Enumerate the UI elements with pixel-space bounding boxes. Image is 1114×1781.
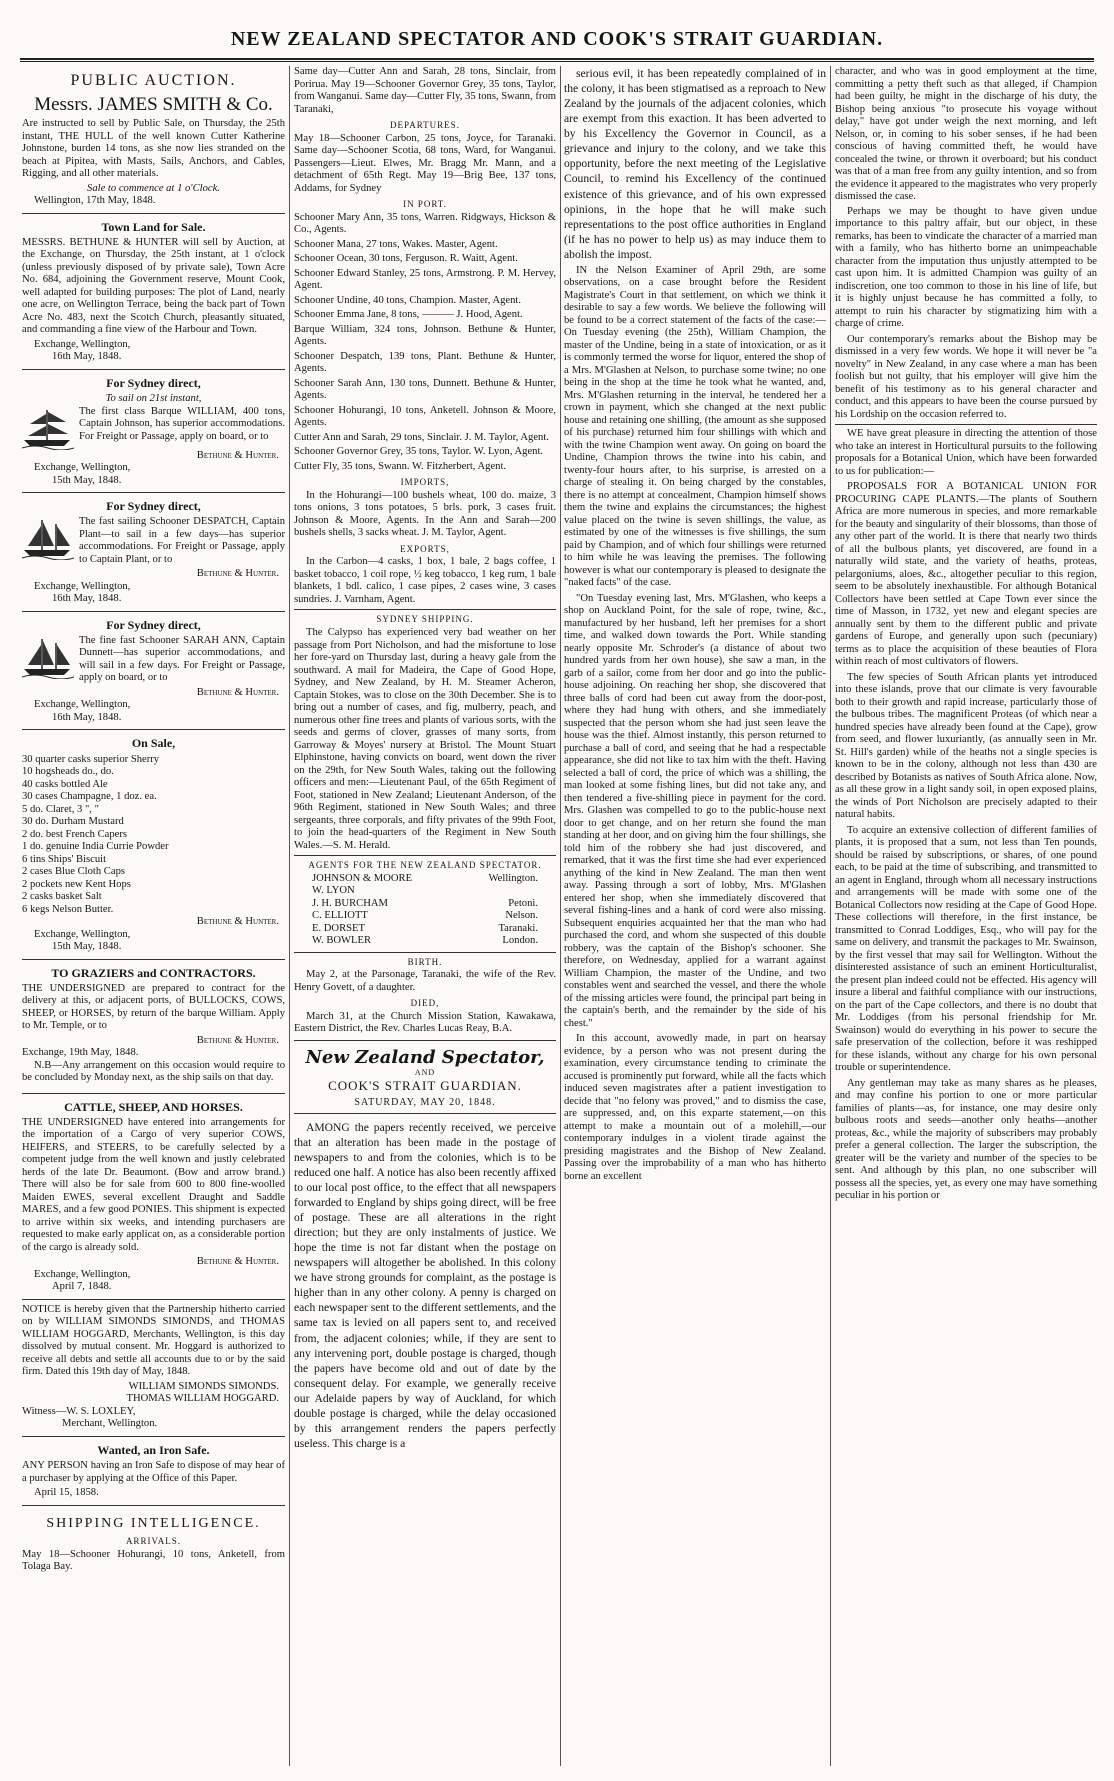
imports-body: In the Hohurangi—100 bushels wheat, 100 do. maize, 3 tons onions, 3 tons potatoes, 5 brls. pork, 3 cases fruit. Johnson & Moore, Agents. In the Ann and Sarah—200 bushels shells, 3 sacks wheat. J. M. Taylor, Agent. — [294, 489, 556, 539]
article-para-3: Our contemporary's remarks about the Bishop may be dismissed in a very few words. We hope it will never be "a novelty" in New Zealand, in any case where a man has been foolish but not guilty, that his employer will give him the benefit of his testimony as to his general character and conduct, and this appears to have been the course pursued by his Lordship on the occasion referred to. — [835, 333, 1097, 420]
town-land-body: MESSRS. BETHUNE & HUNTER will sell by Auction, at the Exchange, on Thursday, the 25th instant, at 1 o'clock (unless previously disposed of by private sale), Town Acre No. 684, adjoining the Government reserve, Mount Cook, well adapted for building purposes: The plot of Land, nearly one acre, on Wellington Terrace, being the back part of Town Acre No. 483, next the Scotch Church, pleasantly situated, and commanding a fine view of the Harbour and Town. — [22, 236, 285, 336]
list-item: 2 do. best French Capers — [22, 828, 128, 840]
notice-witness-2: Merchant, Wellington. — [62, 1418, 158, 1430]
list-item: J. H. BURCHAM Petoni. — [312, 897, 538, 909]
cattle-date-2: April 7, 1848. — [52, 1281, 112, 1293]
died-body: March 31, at the Church Mission Station, Kawakawa, Eastern District, the Rev. Charles Lucas Reay, B.A. — [294, 1010, 556, 1035]
cattle-ad — [22, 1094, 285, 1300]
shipping-section — [22, 1506, 285, 1581]
sydney-1-body: The first class Barque WILLIAM, 400 tons, Captain Johnson, has superior accommodations. For Freight or Passage, apply on board, or to — [79, 405, 285, 442]
sydney-1-date-2: 15th May, 1848. — [52, 474, 122, 486]
notice-sign-1: WILLIAM SIMONDS SIMONDS. — [128, 1380, 279, 1392]
arrivals-heading: ARRIVALS. — [125, 1536, 182, 1547]
ship-icon — [22, 635, 74, 679]
botanical-para-2: The few species of South African plants yet introduced into these islands, prove that our climate is very favourable both to their growth and rapid increase, particularly those of the bulbous tribes. The magnificent Proteas (of which near a hundred species have already been found at the Cape), grow from seed, and flower luxuriantly, (as annually seen in Mr. St. Hill's garden) while of the heaths not a single species is known to be in the colony, although not less than 430 are described by Botanists as natives of South Africa alone. Now, as all these grow in a light sandy soil, in open exposed plains, the winds of Port Nicholson are precisely adapted to their natural habits. — [835, 671, 1097, 820]
list-item: Schooner Undine, 40 tons, Champion. Master, Agent. — [294, 294, 522, 306]
iron-safe-heading: Wanted, an Iron Safe. — [97, 1442, 210, 1457]
sydney-1-sign: Bethune & Hunter. — [196, 449, 279, 461]
exports-heading: EXPORTS, — [400, 543, 450, 554]
graziers-ad — [22, 960, 285, 1094]
paper-subtitle: COOK'S STRAIT GUARDIAN. — [328, 1077, 522, 1093]
sydney-1-sub: To sail on 21st instant, — [105, 393, 202, 405]
list-item: W. LYON — [312, 885, 355, 897]
imports-heading: IMPORTS, — [400, 477, 450, 488]
column-divider — [560, 66, 561, 1766]
sydney-1-date-1: Exchange, Wellington, — [34, 462, 131, 474]
list-item: 30 quarter casks superior Sherry — [22, 753, 160, 765]
list-item: Barque William, 324 tons, Johnson. Bethune & Hunter, Agents. — [294, 323, 556, 348]
sydney-2-heading: For Sydney direct, — [106, 499, 201, 514]
sydney-2-date-2: 16th May, 1848. — [52, 593, 122, 605]
on-sale-date-2: 15th May, 1848. — [52, 941, 122, 953]
cattle-date-1: Exchange, Wellington, — [34, 1268, 131, 1280]
list-item: Schooner Despatch, 139 tons, Plant. Bethune & Hunter, Agents. — [294, 350, 556, 375]
iron-safe-ad — [22, 1437, 285, 1506]
list-item: Schooner Sarah Ann, 130 tons, Dunnett. Bethune & Hunter, Agents. — [294, 377, 556, 402]
on-sale-ad — [22, 730, 285, 959]
cattle-body: THE UNDERSIGNED have entered into arrangements for the importation of a Cargo of very superior COWS, HEIFERS, and STEERS, to be carefully selected by a competent judge from the well known and justly celebrated herds of the late Dr. Beaumont. (Bow and arrow brand.) There will also be for sale from 600 to 800 fine-woolled Maiden EWES, several excellent Draught and Saddle MARES, and a few good PONIES. This shipment is expected to arrive within six weeks, and intending purchasers are requested to make early applicat on, as a considerable portion of the cargo is already sold. — [22, 1116, 285, 1253]
sydney-1-heading: For Sydney direct, — [106, 375, 201, 390]
list-item: Schooner Governor Grey, 35 tons, Taylor. W. Lyon, Agent. — [294, 446, 544, 458]
graziers-body: THE UNDERSIGNED are prepared to contract for the delivery at this, or adjacent ports, of BULLOCKS, COWS, SHEEP, or HORSES, by return of the barque William. Apply to Mr. Temple, or to — [22, 982, 285, 1032]
sydney-2-body: The fast sailing Schooner DESPATCH, Captain Plant—to sail in a few days—has superior accommodations. For Freight or Passage, apply to Captain Plant, or to — [79, 516, 285, 565]
botanical-para-3: To acquire an extensive collection of different families of plants, it is proposed that a sum, not less than Ten pounds, should be raised by subscriptions, or shares, of one pound each, to be paid at the time of subscribing, and transmitted to an agent in England, through whom all necessary instructions and arrangements will be made with some one of the Botanical Collectors now residing at the Cape of Good Hope. These collections will therefore, in the first instance, be transmitted to Conrad Loddiges, Esq., who will pay for the same on delivery, and transmit the packages to Mr. Swainson, by the first vessel that may sail for Wellington. Without the disinterested assistance of such an eminent Horticulturalist, the present plan indeed could not be effected. His agency will insure a liberal and faithful compliance with our instructions, on the part of the Cape collectors, and there is no doubt that Mr. Loddiges (from his personal friendship for Mr. Swainson) would do everything in his power to secure the safe preservation of the collection, before it was reshipped for these islands, without any charge for his own personal trouble or superintendence. — [835, 824, 1097, 1073]
town-land-ad — [22, 214, 285, 370]
town-land-date-1: Exchange, Wellington, — [34, 338, 131, 350]
on-sale-date-1: Exchange, Wellington, — [34, 928, 131, 940]
on-sale-list — [22, 754, 285, 917]
departures-heading: DEPARTURES. — [390, 120, 460, 130]
sydney-ad-1 — [22, 370, 285, 493]
arrivals-continued: Same day—Cutter Ann and Sarah, 28 tons, Sinclair, from Porirua. May 19—Schooner Governor Grey, 35 tons, Taylor, from Wanganui. Same day—Cutter Fly, 35 tons, Swann, from Taranaki, — [294, 66, 556, 115]
sydney-shipping-body: The Calypso has experienced very bad weather on her passage from Port Nicholson, and had the misfortune to lose her fore-yard on Thursday last, during a heavy gale from the southward. A mail for Madeira, the Cape of Good Hope, Sydney, and New Zealand, by H. M. Steamer Acheron, Captain Stokes, was to close on the 30th December. She is to bring out a number of cases, and fig, mulberry, peach, and numerous other fine trees and plants of various sorts, with the seeds and germs of clover, grasses of many sorts, from Garroway & Moyes' nursery at Bristol. The Mount Stuart Elphinstone, having convicts on board, went down the river on the 29th, for New South Wales, taking out the following officers and men:—Lieutenant Paul, of the 65th Regiment of Foot, stationed in New Zealand; Lieutenant Anderson, of the 96th Regiment, stationed in New South Wales; and three sergeants, three corporals, and fifty privates of the 99th Foot, to join the head-quarters of the Regiment in New South Wales.—S. M. Herald. — [294, 627, 556, 851]
column-2 — [294, 66, 556, 1766]
botanical-para-4: Any gentleman may take as many shares as he pleases, and may confine his portion to one or more particular families of plants—as, for instance, one may desire only bulbous roots and seeds—another only heaths—another proteas, &c., while the majority of subscribers may probably prefer a general collection. The larger the subscription, the greater will be the variety and number of the species to be sent. And although by this plan, no one subscriber will possess all the species, yet, as every one may have something peculiar in his portion or — [835, 1077, 1097, 1201]
list-item: 1 do. genuine India Currie Powder — [22, 841, 169, 853]
iron-safe-body: ANY PERSON having an Iron Safe to dispose of may hear of a purchaser by applying at the Office of this Paper. — [22, 1460, 285, 1484]
auction-date: Wellington, 17th May, 1848. — [34, 195, 156, 207]
issue-date: SATURDAY, MAY 20, 1848. — [294, 1097, 556, 1114]
list-item: Cutter Ann and Sarah, 29 tons, Sinclair. J. M. Taylor, Agent. — [294, 431, 549, 443]
botanical-proposals: PROPOSALS FOR A BOTANICAL UNION FOR PROCURING CAPE PLANTS.—The plants of Southern Africa are more numerous in species, and more remarkable for the beauty and singularity of their blossoms, than those of any other part of the world. It is there that nearly two thirds of all the bulbous plants, yet discovered, are found in a naturally wild state, and the variety of heaths, proteas, pelargoniums, aloes, &c., altogether peculiar to this region, seem to be absolutely inexhaustible. For although Botanical Collectors have been settled at Cape Town ever since the time of Masson, in 1732, yet new and elegant species are annually sent by them to the different public and private gardens of Europe, and generally upon such (pecuniary) terms as to place the acquisition of these beauties of Flora within reach of most cultivators of flowers. — [835, 481, 1097, 667]
auction-note: Sale to commence at 1 o'Clock. — [87, 182, 220, 194]
article-para-2: Perhaps we may be thought to have given undue importance to this paltry affair, but our object, in these remarks, has been to vindicate the character of a married man with a family, who has hitherto borne an unimpeachable character from the imputation thus unjustly attempted to be cast upon him. It is admitted Champion was guilty of an indiscretion, one too common to those in his line of life, but it is highly unjust because he has committed a folly, to attempt to ruin his character by stigmatizing him with a charge of crime. — [835, 205, 1097, 329]
sydney-2-date-1: Exchange, Wellington, — [34, 580, 131, 592]
notice-witness: Witness—W. S. LOXLEY, — [22, 1405, 136, 1417]
list-item: 6 tins Ships' Biscuit — [22, 853, 107, 865]
cattle-sign: Bethune & Hunter. — [196, 1256, 279, 1268]
column-3 — [564, 66, 826, 1766]
exports-body: In the Carbon—4 casks, 1 box, 1 bale, 2 bags coffee, 1 basket tobacco, 1 coil rope, ½ keg tobacco, 1 keg rum, 1 bale blankets, 1 bdl. calico, 1 case pipes, 2 cases wine, 3 cases sundries. J. Varnham, Agent. — [294, 556, 556, 605]
sydney-ad-3 — [22, 612, 285, 731]
town-land-heading: Town Land for Sale. — [101, 219, 206, 234]
sydney-shipping-heading: SYDNEY SHIPPING. — [376, 614, 474, 625]
sydney-ad-2 — [22, 493, 285, 612]
sydney-3-sign: Bethune & Hunter. — [196, 686, 279, 698]
list-item: JOHNSON & MOORE Wellington. — [312, 872, 538, 884]
masthead: NEW ZEALAND SPECTATOR AND COOK'S STRAIT GUARDIAN. — [230, 28, 884, 50]
graziers-date: Exchange, 19th May, 1848. — [22, 1047, 139, 1059]
notice-body: NOTICE is hereby given that the Partnership hitherto carried on by WILLIAM SIMONDS SIMONDS, and THOMAS WILLIAM HOGGARD, Merchants, Wellington, is this day dissolved by mutual consent. Mr. Hoggard is authorized to receive all debts and settle all accounts due to or by the said firm. Dated this 19th day of May, 1848. — [22, 1303, 285, 1378]
on-sale-sign: Bethune & Hunter. — [196, 916, 279, 928]
list-item: 30 do. Durham Mustard — [22, 816, 124, 828]
graziers-sign: Bethune & Hunter. — [196, 1034, 279, 1046]
list-item: Schooner Ocean, 30 tons, Ferguson. R. Waitt, Agent. — [294, 253, 518, 265]
auction-ad — [22, 66, 285, 214]
list-item: 5 do. Claret, 3 ", " — [22, 803, 99, 815]
list-item: 2 casks basket Salt — [22, 891, 102, 903]
agents-list — [294, 873, 556, 948]
editorial-postage: AMONG the papers recently received, we perceive that an alteration has been made in the postage of newspapers to and from the colonies, which is to be reduced one half. A notice has also been recently affixed to our local post office, to the effect that all newspapers forwarded to England by ships going direct, will be free of postage. These are all alterations in the right direction; but they are only instalments of justice. We hope the time is not far distant when the postage on newspapers will altogether be abolished. In this colony we have strong grounds for complaint, as the postage is higher than in any other colony. A penny is charged on each newspaper sent to the different settlements, and the same tax is levied on all papers sent to, and received from, the adjacent colonies; while, if they are sent to any intervening port, double postage is charged, though the papers have become old and out of date by the consequent delay. For example, we generally receive our Adelaide papers by way of Auckland, for which double postage is charged, while the delay occasioned by this arrangement renders the papers perfectly useless. This charge is a — [294, 1120, 556, 1450]
column-4 — [835, 66, 1097, 1766]
list-item: Cutter Fly, 35 tons, Swann. W. Fitzherbert, Agent. — [294, 460, 507, 472]
shipping-heading: SHIPPING INTELLIGENCE. — [46, 1515, 261, 1531]
notice-ad — [22, 1300, 285, 1437]
on-sale-heading: On Sale, — [131, 736, 176, 751]
masthead-rule — [20, 58, 1094, 62]
graziers-nb: N.B—Any arrangement on this occasion would require to be concluded by Monday next, as the ship sails on that day. — [22, 1059, 285, 1084]
list-item: Schooner Edward Stanley, 25 tons, Armstrong. P. M. Hervey, Agent. — [294, 267, 556, 292]
list-item: 6 kegs Nelson Butter. — [22, 903, 114, 915]
in-port-list — [294, 212, 556, 474]
in-port-heading: IN PORT. — [403, 199, 447, 210]
list-item: C. ELLIOTT Nelson. — [312, 910, 538, 922]
graziers-heading: TO GRAZIERS and CONTRACTORS. — [51, 965, 256, 980]
paper-title-and: AND — [414, 1068, 436, 1078]
notice-sign-2: THOMAS WILLIAM HOGGARD. — [126, 1393, 279, 1405]
ship-icon — [22, 406, 74, 450]
list-item: E. DORSET Taranaki. — [312, 922, 538, 934]
auction-body: Are instructed to sell by Public Sale, on Thursday, the 25th instant, THE HULL of the well known Cutter Katherine Johnstone, burden 14 tons, as she now lies stranded on the beach at Pipitea, with Masts, Sails, Anchors, and Cables, Rigging, and all other materials. — [22, 118, 285, 180]
birth-body: May 2, at the Parsonage, Taranaki, the wife of the Rev. Henry Govett, of a daughter. — [294, 969, 556, 993]
birth-heading: BIRTH. — [407, 956, 443, 967]
iron-safe-date: April 15, 1858. — [34, 1487, 99, 1499]
arrivals-body: May 18—Schooner Hohurangi, 10 tons, Anketell, from Tolaga Bay. — [22, 1548, 285, 1573]
article-quote: "On Tuesday evening last, Mrs. M'Glashen, who keeps a shop on Auckland Point, for the sale of rope, twine, &c., manufactured by her husband, left her premises for a short time, and walked down towards the Port. While standing nearly opposite Mr. Schroder's (a distance of about two hundred yards from her own house), she saw a man, in the garb of a sailor, come from her door and go into the public-house adjoining. On reaching her shop, she discovered that three balls of cord had been cut away from the door-post, where they had hung with others, and she immediately suspected that the person whom she had just seen leave the house was the thief. Almost instantly, this person returned to purchase a ball of cord, and seeing that he had a respectable appearance, she did not like to tax him with the theft. Having selected a ball of cord, the price of which was a shilling, the man looked at some fishing lines, but did not take any, and then tendered a five-shilling piece in payment for the cord. Mrs. Glashen was compelled to go to the public-house next door to get change, and on her return she found the man standing at her door, and on giving him the four shillings, she told him of the robbery she had just discovered, and remarked, that it was the first time she had ever experienced anything of the kind in New Zealand. The man then went away. Passing through a sort of lobby, Mrs. M'Glashen entered her shop, when she immediately discovered that several fishing-lines and a hank of cord were also missing. Subsequent enquiries acquainted her that the man who had purchased the cord, and whom she suspected of this double robbery, was the captain of the Bishop's schooner. She therefore, on Wednesday, applied for a warrant against William Champion, the master of the Undine, and two constables went and searched the vessel, and there the whole of the missing articles were found, the principal part being in the captain's berth, and the remainder by the side of his chest." — [564, 592, 826, 1029]
auction-firm: Messrs. JAMES SMITH & Co. — [34, 93, 273, 115]
cattle-heading: CATTLE, SHEEP, AND HORSES. — [64, 1099, 243, 1114]
died-heading: DIED, — [410, 998, 440, 1009]
list-item: Schooner Emma Jane, 8 tons, ——— J. Hood, Agent. — [294, 309, 523, 321]
article-continued: character, and who was in good employment at the time, committing a petty theft such as that alleged, if Champion had been guilty, he might in the discharge of his duty, the Bishop being anxious "to prosecute his voyage without delay," have got under weigh the next morning, and left Nelson, or, in coming to his sober senses, if he had been conscious of having committed theft, he would have concealed the twine, or thrown it overboard; but his conduct was that of a man free from any guilty intention, and so from the evidence it appeared to the magistrates who very properly dismissed the case. — [835, 66, 1097, 202]
editorial-postage-cont: serious evil, it has been repeatedly complained of in the colony, it has been stigmatised as a reproach to New Zealand by the journals of the adjacent colonies, which are exempt from this exaction. It has been adverted to by his Excellency the Governor in Council, as a grievance and injury to the colony, and we take this opportunity, before the next meeting of the Legislative Council, to remind his Excellency of the continued existence of this grievance, and of his own expressed opinions, in the hope that he will make such representations to the post office authorities in England (if he has no power to help us) as may induce them to abolish the impost. — [564, 67, 826, 261]
column-divider — [289, 66, 290, 1766]
article-nelson: IN the Nelson Examiner of April 29th, are some observations, on a case brought before the Resident Magistrate's Court in that settlement, on which we think it desirable to say a few words. We believe the following will be found to be a correct statement of the facts of the case:—On Tuesday evening (the 25th), William Champion, the master of the Undine, being in a state of intoxication, or as it is commonly termed the worse for liquor, entered the shop of a Mrs. M'Glashen at Nelson, to purchase some twine; no one being in the shop at the time he took what he wanted, and, Mrs. M'Glashen returning in the interval, he tendered her a crown in payment, which she changed at the next public house and retaining one shilling, (the amount as she supposed of his purchase) returned him four shillings with which and with the twine Champion went away. On going on board the Undine, Champion throws the twine into his cabin, and twenty-four hours after, to his surprise, is arrested on a charge of stealing it. On being charged by the constables, there is no attempt at concealment, Champion himself shows them the twine and explains the circumstances; the highest value placed on the twine is seven shillings, the value, as estimated by one of the witnesses is five shillings, the sum paid by Champion, and of which four shillings were returned to him while he was leaving the premises. The following however is what our contemporary is pleased to designate the "naked facts" of the case. — [564, 264, 826, 589]
sydney-2-sign: Bethune & Hunter. — [196, 568, 279, 580]
agents-heading: AGENTS FOR THE NEW ZEALAND SPECTATOR. — [308, 860, 542, 871]
list-item: 30 cases Champagne, 1 doz. ea. — [22, 791, 157, 803]
list-item: 40 casks bottled Ale — [22, 778, 108, 790]
departures-body: May 18—Schooner Carbon, 25 tons, Joyce, for Taranaki. Same day—Schooner Scotia, 68 tons, Ward, for Wanganui. Passengers—Lieut. Elwes, Mr. Bragg Mr. Mann, and a detachment of 65th Regt. May 19—Brig Bee, 137 tons, Addams, for Sydney — [294, 132, 556, 194]
article-account: In this account, avowedly made, in part on hearsay evidence, by a person who was not present during the examination, every circumstance tending to criminate the accused is prominently put forward, while all the facts which induced seven magistrates after a patient investigation to decide that "no felony was proved," and to dismiss the case, are suppressed, and, on this exparte statement,—on this attempt to make a mountain out of a molehill,—our contemporary indulges in a violent tirade against the presiding magistrates and the Bishop of New Zealand. Passing over the improbability of a man who has hitherto borne an excellent — [564, 1033, 826, 1182]
sydney-3-heading: For Sydney direct, — [106, 617, 201, 632]
sydney-3-body: The fine fast Schooner SARAH ANN, Captain Dunnett—has superior accommodations, and will sail in a few days. For Freight or Passage, apply on board, or to — [79, 634, 285, 684]
ship-icon — [22, 516, 74, 560]
list-item: Schooner Mana, 27 tons, Wakes. Master, Agent. — [294, 238, 498, 250]
list-item: 2 cases Blue Cloth Caps — [22, 866, 125, 878]
town-land-date-2: 16th May, 1848. — [52, 351, 122, 363]
auction-heading: PUBLIC AUCTION. — [70, 72, 237, 89]
list-item: Schooner Mary Ann, 35 tons, Warren. Ridgways, Hickson & Co., Agents. — [294, 211, 556, 236]
column-divider — [830, 66, 831, 1766]
botanical-intro: WE have great pleasure in directing the attention of those who take an interest in Horticultural pursuits to the following proposals for a Botanical Union, which have been forwarded to us for publication:— — [835, 428, 1097, 477]
column-1 — [22, 66, 285, 1766]
list-item: W. BOWLER London. — [312, 935, 538, 947]
list-item: 2 pockets new Kent Hops — [22, 878, 131, 890]
paper-title: New Zealand Spectator, — [305, 1046, 545, 1068]
sydney-3-date-2: 16th May, 1848. — [52, 711, 122, 723]
sydney-3-date-1: Exchange, Wellington, — [34, 699, 131, 711]
list-item: 10 hogsheads do., do. — [22, 766, 114, 778]
list-item: Schooner Hohurangi, 10 tons, Anketell. Johnson & Moore, Agents. — [294, 404, 556, 429]
